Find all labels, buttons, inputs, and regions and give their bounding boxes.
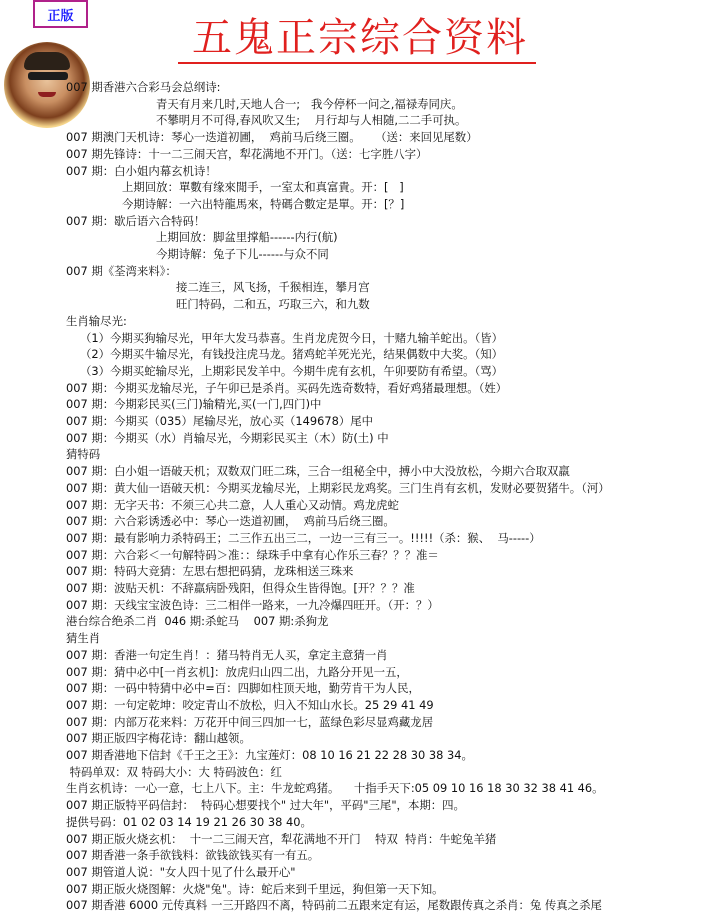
text-line: 猜生肖 [66,631,101,646]
text-line: 007 期：无字天书：不须三心共二意，人人重心又动情。鸡龙虎蛇 [66,497,399,512]
text-line: 007 期正版火烧图解：火烧"兔"。诗：蛇后来到千里远，狗但第一天下知。 [66,881,444,896]
text-line: 今期诗解：一六出特龍馬來，特碼合數定是單。开：[？] [122,196,405,211]
text-line: 007 期香港 6000 元传真料 一三开路四不离，特码前二五跟来定有运，尾数跟传真之杀肖：兔 传真之杀尾 [66,898,602,913]
text-line: 特码单双：双 特码大小：大 特码波色：红 [66,764,282,779]
text-line: 今期诗解：兔子下儿------与众不同 [156,247,329,261]
text-line: 旺门特码，二和五，巧取三六，和九数 [176,297,370,312]
text-line: 007 期：六合彩＜一句解特码＞准：：绿珠手中拿有心作乐三春？？？准＝ [66,547,439,562]
text-line: 007 期：最有影响力杀特码王；二三作五出三二，一边一三有三一。!!!!!（杀：猴、 马-----） [66,530,541,545]
text-line: 007 期：一句定乾坤：咬定青山不放松，归入不知山水长。25 29 41 49 [66,697,434,712]
avatar-mouth [38,92,56,97]
text-line: 007 期：天线宝宝波色诗：三二相伴一路来，一九冷爆四旺开。（开：？） [66,597,439,612]
text-line: 007 期《荃湾来料》： [66,263,177,278]
text-line: （2）今期买牛输尽光，有钱投注虎马龙。猪鸡蛇羊死光光，结果偶数中大奖。（知） [80,347,504,362]
text-line: （3）今期买蛇输尽光，上期彩民发羊中。今期牛虎有玄机，午卯要防有希望。（骂） [80,363,504,378]
text-line: 007 期：内部万花来料：万花开中间三四加一七，蓝绿色彩尽显鸡藏龙居 [66,714,434,729]
official-badge: 正版 [33,0,88,28]
text-line: 007 期：黄大仙一语破天机：今期买龙输尽光，上期彩民龙鸡奖。三门生肖有玄机，发财必要贺猪牛。（河） [66,480,610,495]
text-line: 007 期：香港一句定生肖！：猪马特肖无人买，拿定主意猜一肖 [66,647,388,662]
text-line: 007 期香港一条手欲钱料：欲钱欲钱买有一有五。 [66,848,320,863]
text-line: 007 期正版四字梅花诗：翻山越领。 [66,731,251,746]
text-line: 007 期：猜中必中[一肖玄机]：放虎归山四二出，九路分开见一五， [66,664,408,679]
text-line: 007 期：今期买（水）肖输尽光，今期彩民买主（木）防(土) 中 [66,430,389,445]
text-line: （1）今期买狗输尽光，甲年大发马恭喜。生肖龙虎贺今日，十赌九输羊蛇出。（皆） [80,330,504,345]
text-line: 007 期：今期买（035）尾输尽光，放心买（149678）尾中 [66,414,374,428]
text-line: 007 期：波贴天机：不辞羸病卧残阳，但得众生皆得饱。[开？？？准 [66,581,415,595]
text-line: 007 期先锋诗：十一二三闹天宫，犁花满地不开门。（送：七字胜八字） [66,146,428,161]
page-title: 五鬼正宗综合资料 [192,15,528,61]
text-line: 007 期香港地下信封《千王之王》：九宝莲灯：08 10 16 21 22 28 30 38 34。 [66,748,473,762]
text-line: 生肖输尽光: [66,313,127,328]
text-line: 007 期：一码中特猜中必中=百：四脚如柱顶天地，勤劳肯干为人民， [66,681,420,696]
avatar-glasses [28,72,68,80]
text-line: 007 期管道人说："女人四十见了什么最开心" [66,864,296,879]
text-line: 青天有月来几时,天地人合一; 我今停杯一问之,福禄寿同庆。 [156,96,463,111]
text-line: 007 期：六合彩诱透必中：琴心一迭道初圃， 鸡前马后绕三圈。 [66,514,395,529]
text-line: 007 期：歇后语六合特码！ [66,213,206,228]
text-line: 007 期：特码大竞猜：左思右想把码猜，龙珠相送三珠来 [66,564,354,579]
text-line: 007 期：今期彩民买(三门)输精光,买(一门,四门)中 [66,397,322,412]
text-line: 提供号码：01 02 03 14 19 21 26 30 38 40。 [66,814,312,829]
text-line: 007 期：今期买龙输尽光，子午卯已是杀肖。买码先选奇数特，看好鸡猪最理想。（姓） [66,380,508,395]
avatar-hair [24,52,70,70]
text-line: 007 期澳门天机诗：琴心一迭道初圃， 鸡前马后绕三圈。 （送：来回见尾数） [66,130,478,145]
title-underline [178,62,536,64]
text-line: 007 期：白小姐内幕玄机诗！ [66,163,217,178]
text-line: 上期回放：單數有缘來閒手，一室太和真富貴。开：[ ] [122,180,404,195]
text-line: 上期回放：脚盆里撑船------内行(航) [156,230,338,245]
text-line: 不攀明月不可得,春风吹又生; 月行却与人相随,二二手可执。 [156,113,467,128]
text-line: 007 期正版特平码信封： 特码心想要找个" 过大年"，平码"三尾"，本期：四。 [66,798,465,813]
text-line: 007 期：白小姐一语破天机；双数双门旺二珠，三合一组秘全中，搏小中大没放松，今期六合取双羸 [66,464,570,479]
text-line: 生肖玄机诗：一心一意，七上八下。主：牛龙蛇鸡猪。 十指手天下:05 09 10 16 18 30 32 38 41 46。 [66,781,604,796]
text-line: 接二连三，风飞扬，千猴相连，攀月宫 [176,280,370,295]
text-line: 港台综合绝杀二肖 046 期:杀蛇马 007 期:杀狗龙 [66,614,329,629]
text-line: 007 期正版火烧玄机： 十一二三闹天宫，犁花满地不开门 特双 特肖：牛蛇兔羊猪 [66,831,497,846]
text-line: 007 期香港六合彩马会总纲诗: [66,80,221,94]
text-line: 猜特码 [66,447,101,462]
